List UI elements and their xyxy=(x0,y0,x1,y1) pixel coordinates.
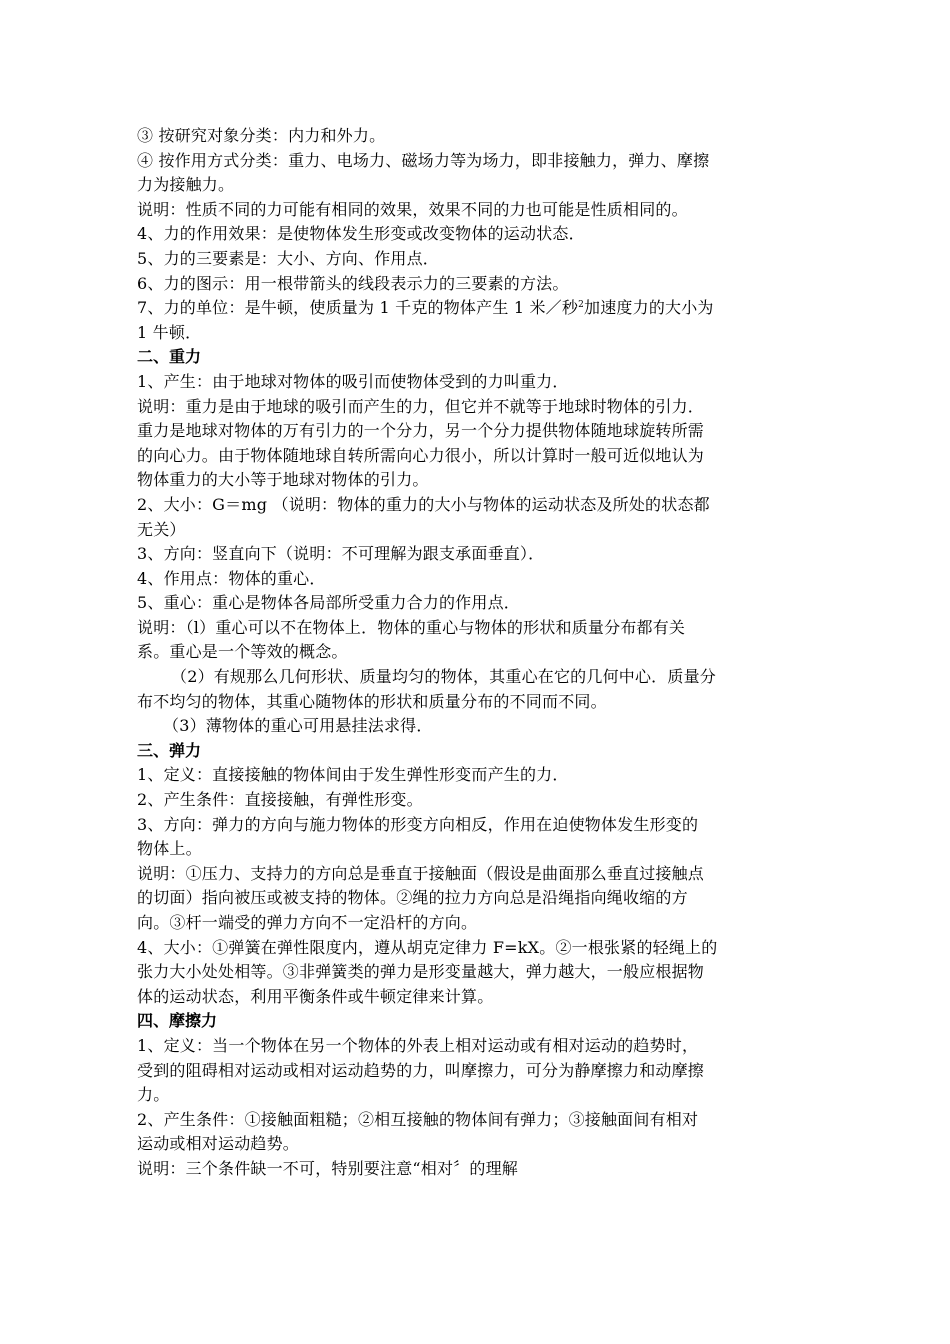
unit-line xyxy=(137,296,817,321)
text-line: 运动或相对运动趋势。 xyxy=(137,1134,300,1154)
text-line: 无关） xyxy=(137,519,186,539)
text-line: 说明：（l）重心可以不在物体上．物体的重心与物体的形状和质量分布都有关 xyxy=(137,617,686,637)
text-line: 的切面）指向被压或被支持的物体。②绳的拉力方向总是沿绳指向绳收缩的方 xyxy=(137,888,688,908)
text-line: 受到的阻碍相对运动或相对运动趋势的力，叫摩擦力，可分为静摩擦力和动摩擦 xyxy=(137,1060,705,1080)
text-line: 6、力的图示：用一根带箭头的线段表示力的三要素的方法。 xyxy=(137,273,569,293)
text-line: 4、作用点：物体的重心． xyxy=(137,568,326,588)
text-line: 张力大小处处相等。③非弹簧类的弹力是形变量越大，弹力越大，一般应根据物 xyxy=(137,962,705,982)
text-line: 3、方向：弹力的方向与施力物体的形变方向相反，作用在迫使物体发生形变的 xyxy=(137,814,699,834)
document-page xyxy=(137,124,817,1182)
text-line: 1、定义：直接接触的物体间由于发生弹性形变而产生的力． xyxy=(137,765,569,785)
text-line: 说明：①压力、支持力的方向总是垂直于接触面（假设是曲面那么垂直过接触点 xyxy=(137,863,705,883)
text-line: 说明：三个条件缺一不可，特别要注意“相对〞的理解 xyxy=(137,1158,518,1178)
text-line: 向。③杆一端受的弹力方向不一定沿杆的方向。 xyxy=(137,913,478,932)
text-line: 力。 xyxy=(137,1085,170,1105)
section-heading-friction: 四、摩擦力 xyxy=(137,1011,218,1031)
section-heading-elastic-force: 三、弹力 xyxy=(137,740,202,760)
text-line: 的向心力。由于物体随地球自转所需向心力很小，所以计算时一般可近似地认为 xyxy=(137,445,705,465)
text-line: 物体上。 xyxy=(137,839,202,859)
text-line: 2、大小：G＝mg （说明：物体的重力的大小与物体的运动状态及所处的状态都 xyxy=(137,494,710,514)
text-line: ③ 按研究对象分类：内力和外力。 xyxy=(137,126,386,145)
text-line: 物体重力的大小等于地球对物体的引力。 xyxy=(137,470,429,490)
text-line: 重力是地球对物体的万有引力的一个分力，另一个分力提供物体随地球旋转所需 xyxy=(137,421,705,441)
section-heading-gravity: 二、重力 xyxy=(137,347,202,367)
text-line: 系。重心是一个等效的概念。 xyxy=(137,642,348,662)
text-line: 4、大小：①弹簧在弹性限度内，遵从胡克定律力 F=kX。②一根张紧的轻绳上的 xyxy=(137,937,718,957)
text-line: 5、力的三要素是：大小、方向、作用点． xyxy=(137,248,439,268)
text-line: 布不均匀的物体，其重心随物体的形状和质量分布的不同而不同。 xyxy=(137,691,607,711)
text-line-indented: （3）薄物体的重心可用悬挂法求得． xyxy=(163,716,433,736)
text-line: 力为接触力。 xyxy=(137,175,235,195)
text-line: 5、重心：重心是物体各局部所受重力合力的作用点． xyxy=(137,593,520,613)
text-line: 2、产生条件：直接接触，有弹性形变。 xyxy=(137,790,423,810)
unit-superscript: 2 xyxy=(578,300,585,311)
text-line: 说明：重力是由于地球的吸引而产生的力，但它并不就等于地球时物体的引力． xyxy=(137,396,705,416)
text-line: 4、力的作用效果：是使物体发生形变或改变物体的运动状态． xyxy=(137,224,585,244)
unit-line-before: 7、力的单位：是牛顿，使质量为 1 千克的物体产生 1 米／秒 xyxy=(137,298,579,318)
text-line: 1、定义：当一个物体在另一个物体的外表上相对运动或有相对运动的趋势时， xyxy=(137,1035,699,1055)
text-line: 体的运动状态，利用平衡条件或牛顿定律来计算。 xyxy=(137,986,494,1006)
text-line: 2、产生条件：①接触面粗糙；②相互接触的物体间有弹力；③接触面间有相对 xyxy=(137,1109,699,1129)
text-line: 说明：性质不同的力可能有相同的效果，效果不同的力也可能是性质相同的。 xyxy=(137,199,688,219)
text-line: 1 牛顿． xyxy=(137,322,202,342)
text-line: ④ 按作用方式分类：重力、电场力、磁场力等为场力，即非接触力，弹力、摩擦 xyxy=(137,150,710,170)
text-line: 3、方向：竖直向下（说明：不可理解为跟支承面垂直）． xyxy=(137,544,545,564)
text-line: 1、产生：由于地球对物体的吸引而使物体受到的力叫重力． xyxy=(137,371,569,391)
text-line-indented: （2）有规那么几何形状、质量均匀的物体，其重心在它的几何中心．质量分 xyxy=(171,667,716,687)
unit-line-after: 加速度力的大小为 xyxy=(584,298,714,318)
